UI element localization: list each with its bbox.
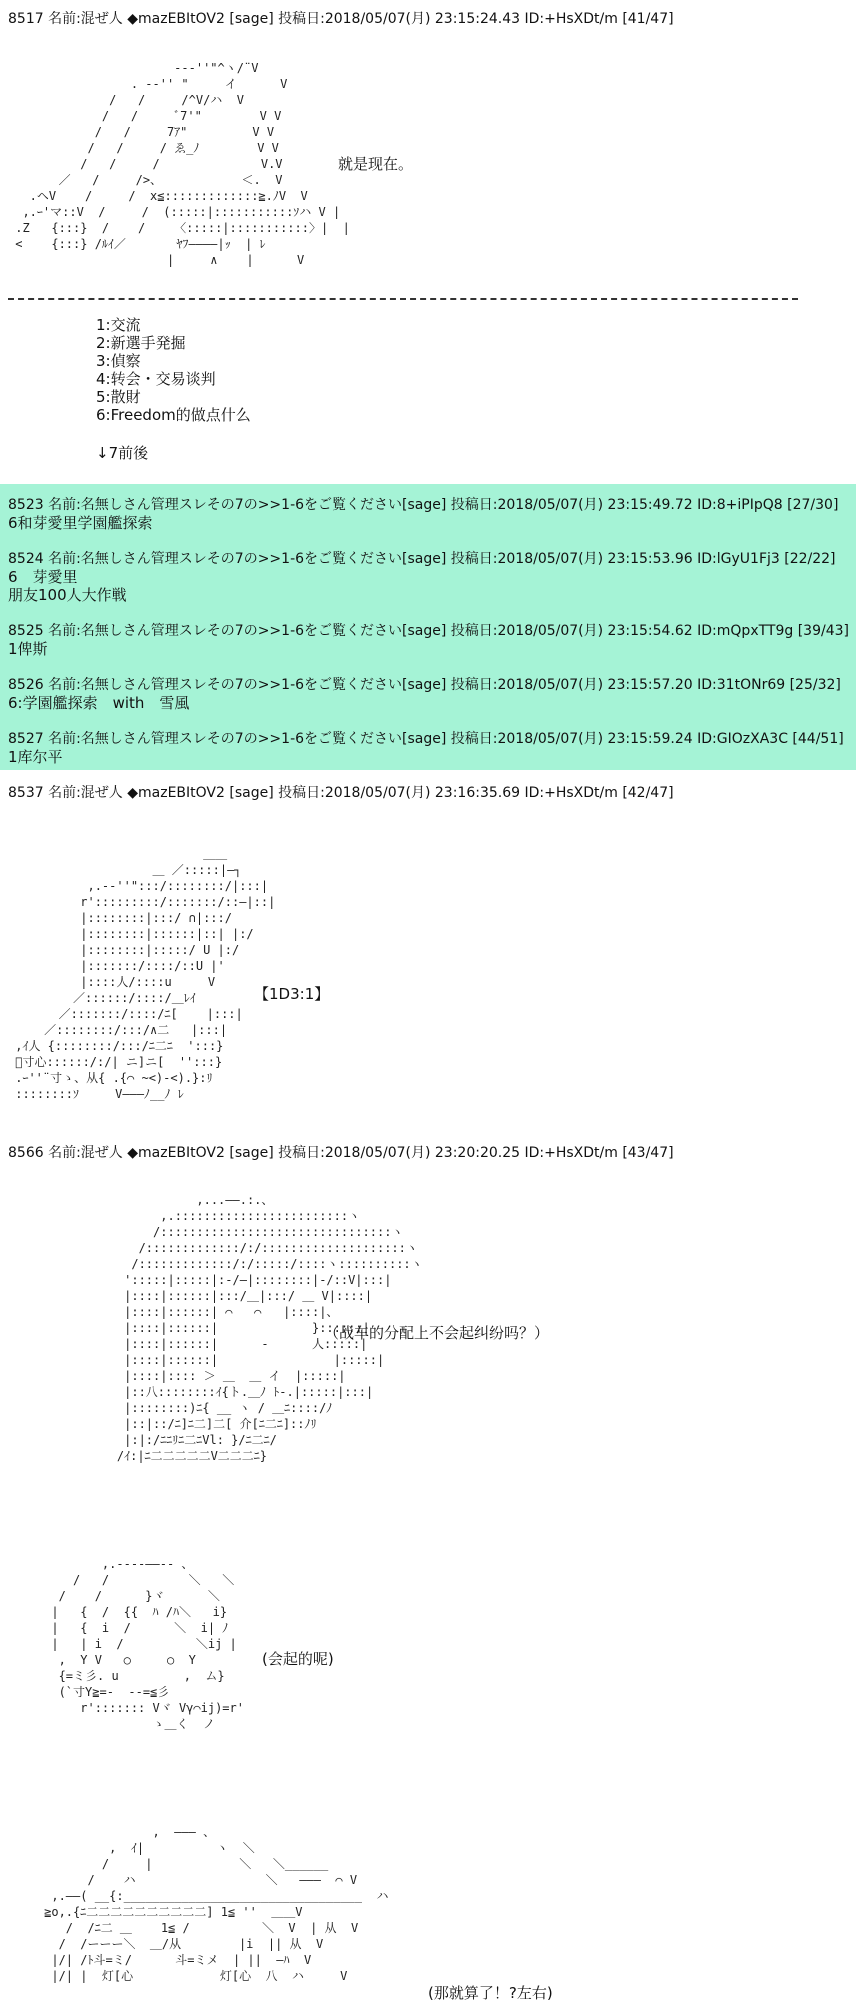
ascii-art-character-4: ,.--‐‐――-- 、 / / ＼ ＼ / / }ヾ ＼ | { / {{ ﾊ /ﾊ＼ i} | { i / ＼ i| ﾉ | | i / ＼ij | , Y V ○ ○ Y {=ミ彡. u , ム} (`寸Y≧=‐ ‐‐=≦彡 r'::::::: Vヾ Vγ⌒ij)=r' ゝ＿く ノ — [51, 1557, 244, 1731]
response-8525 — [8, 622, 849, 658]
choice-item: 6:Freedom的做点什么 — [96, 406, 251, 424]
response-body: 6和芽愛里学園艦探索 — [8, 514, 153, 532]
response-8523 — [8, 496, 838, 532]
speech-text: 就是现在。 — [338, 155, 414, 173]
response-header: 8527 名前:名無しさん管理スレその7の>>1-6をご覧ください[sage] 投稿日:2018/05/07(月) 23:15:59.24 ID:GIOzXA3C [44/51] — [8, 731, 844, 747]
response-body: 1库尔平 — [8, 748, 63, 766]
response-body: 6:学園艦探索 with 雪風 — [8, 694, 190, 712]
post-header-8517: 8517 名前:混ぜ人 ◆mazEBItOV2 [sage] 投稿日:2018/05/07(月) 23:15:24.43 ID:+HsXDt/m [41/47] — [8, 11, 674, 27]
response-header: 8524 名前:名無しさん管理スレその7の>>1-6をご覧ください[sage] 投稿日:2018/05/07(月) 23:15:53.96 ID:lGyU1Fj3 [22/22] — [8, 551, 836, 567]
post-header-8566: 8566 名前:混ぜ人 ◆mazEBItOV2 [sage] 投稿日:2018/05/07(月) 23:20:20.25 ID:+HsXDt/m [43/47] — [8, 1145, 674, 1161]
response-body: 6 芽愛里 — [8, 568, 78, 586]
speech-text: (那就算了！?左右) — [428, 1984, 553, 2002]
response-8527 — [8, 730, 844, 766]
speech-text: 【1D3:1】 — [254, 985, 330, 1003]
response-header: 8523 名前:名無しさん管理スレその7の>>1-6をご覧ください[sage] 投稿日:2018/05/07(月) 23:15:49.72 ID:8+iPIpQ8 [27/30] — [8, 497, 839, 513]
choice-item: 5:散財 — [96, 388, 141, 406]
response-header: 8526 名前:名無しさん管理スレその7の>>1-6をご覧ください[sage] 投稿日:2018/05/07(月) 23:15:57.20 ID:31tONr69 [25/32] — [8, 677, 841, 693]
ascii-art-character-1: --‐''"^ヽ/¨V . -‐'' " イ V / / /^V/ハ V / / ﾞ7'" V V / / 7ｱ" V V / / / ゑ_ﾉ V V / / / V.V ／ / />、 ＜. V .ヘV / / x≦:::::::::::::≧.ﾉV V ,.ｰ'マ::V / / (:::::|:::::::::::ｿハ V | .Z {:::} / / 〈:::::|:::::::::::〉| | < {:::} /ﾙｲ／ ﾔﾌ――――|ｯ | ﾚ | ∧ | V — [15, 61, 350, 267]
speech-text: (会起的呢) — [262, 1650, 334, 1668]
ascii-art-character-3: ,...――.:.、 ,.::::::::::::::::::::::::ヽ /::::::::::::::::::::::::::::::::ヽ /:::::::::::::/:/::::::::::::::::::::ヽ /:::::::::::::/:/:::::/::::ヽ::::::::::ヽ ':::::|:::::|:-/―|::::::::|-/::V|:::| |::::|::::::|:::/＿|:::/ ＿ V|::::| |::::|::::::| ⌒ ⌒ |::::|、 |::::|::::::| }::::::| |::::|::::::| - 人:::::| |::::|::::::| |:::::| |::::|:::: ＞ ＿ ＿ イ |:::::| |::八::::::::ｲ{ト.＿ﾉ ﾄ-.|:::::|:::| |::::::::)ﾆ{ __ ヽ / ＿ﾆ::::/ﾉ |::|::/ﾆ]ﾆ二]二[ 介[ﾆ二ﾆ]::ﾉﾘ |:|:/ﾆﾆﾘﾆ二ﾆVl: }/ﾆ二ﾆ/ /ｲ:|ﾆ二二二二二V二二二ﾆ} — [116, 1193, 423, 1463]
choice-item: 4:转会・交易谈判 — [96, 370, 216, 388]
choice-item: 2:新選手発掘 — [96, 334, 186, 352]
response-8526 — [8, 676, 841, 712]
choice-list — [96, 316, 251, 424]
footer-note: ↓7前後 — [96, 444, 149, 462]
post-header-8537: 8537 名前:混ぜ人 ◆mazEBItOV2 [sage] 投稿日:2018/05/07(月) 23:16:35.69 ID:+HsXDt/m [42/47] — [8, 785, 674, 801]
response-8524 — [8, 550, 836, 604]
response-body: 1俾斯 — [8, 640, 48, 658]
ascii-art-character-5: , ――― 、 , ｲ| ヽ ＼ / | ＼ ＼______ / ハ ＼ ――― ⌒ V ,.――( __{:_________________________________ ハ ≧o,.{ﾆ二二二二二二二二二二] 1≦ '' ＿＿V / /ﾆ二 ＿ 1≦ / ＼ V | 从 V / /ーーー＼ ＿/从 |i || 从 V |/| /ﾄ斗=ミ/ 斗=ミメ | || ―ﾊ V |/| | 灯[心 灯[心 八 ハ V — [44, 1825, 389, 1983]
choice-item: 1:交流 — [96, 316, 141, 334]
choice-item: 3:偵察 — [96, 352, 141, 370]
divider — [8, 298, 798, 300]
speech-text: （战车的分配上不会起纠纷吗？） — [324, 1324, 550, 1342]
response-header: 8525 名前:名無しさん管理スレその7の>>1-6をご覧ください[sage] 投稿日:2018/05/07(月) 23:15:54.62 ID:mQpxTT9g [39/43] — [8, 623, 849, 639]
ascii-art-character-2: ＿＿ ＿ ／:::::|―┐ ,.-‐''":::/::::::::/|:::| r':::::::::/:::::::/::―|::| |::::::::|:::/ ∩|:::/ |::::::::|::::::|::| |:/ |::::::::|:::::/ U |:/ |:::::::/::::/::U |' |::::人/::::u V ／::::::/::::/＿ﾚｲ ／:::::::/::::/ﾆ[ |:::| ／::::::::/:::/∧二 |:::| ,ｲ人 {::::::::/:::/ﾆ二ﾆ ':::} ﾞ寸心::::::/:/| ニ]ニ[ '':::} .ｰ''¨寸ゝ、从{ .{⌒ ~<)-<).}:ﾘ ::::::::ｿ V―――ﾉ__ﾉ ﾚ — [8, 847, 276, 1101]
response-body: 朋友100人大作戦 — [8, 586, 127, 604]
